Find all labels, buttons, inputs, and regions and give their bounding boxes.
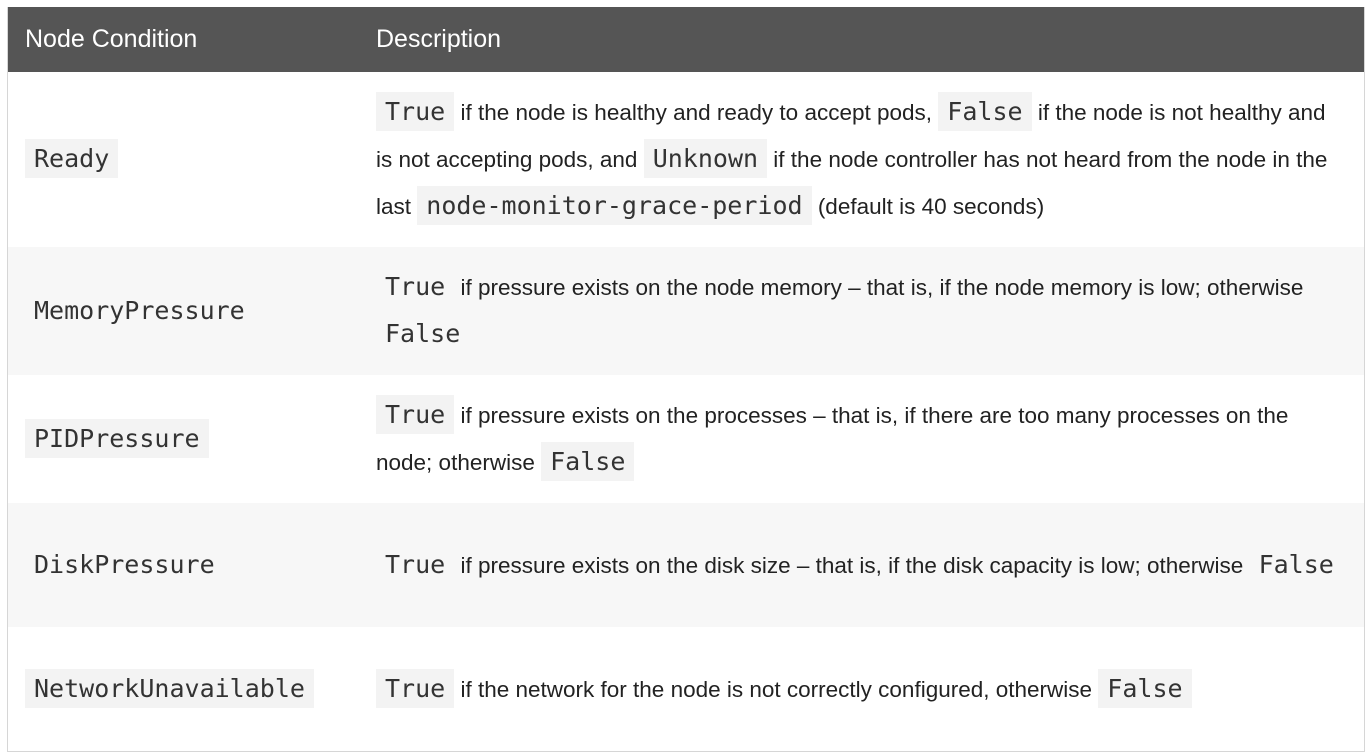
inline-code: False (541, 442, 634, 481)
description-cell (360, 247, 1364, 375)
inline-code: False (385, 319, 461, 348)
inline-code: True (376, 669, 454, 708)
condition-name: Ready (25, 139, 118, 178)
inline-code: node-monitor-grace-period (417, 186, 811, 225)
table-body (8, 72, 1364, 751)
description-cell (360, 375, 1364, 503)
node-conditions-table-wrapper (7, 7, 1365, 752)
condition-cell (8, 72, 360, 247)
condition-cell (8, 627, 360, 751)
condition-cell (8, 375, 360, 503)
condition-name: DiskPressure (34, 549, 215, 579)
description-text: if pressure exists on the processes – that is, if there are too many processes on the node; otherwise (376, 403, 1289, 475)
condition-name: NetworkUnavailable (25, 669, 314, 708)
description-text: (default is 40 seconds) (811, 194, 1045, 219)
inline-code: True (376, 395, 454, 434)
description-cell (360, 503, 1364, 627)
description-text: if the node is not healthy and is not accepting pods, and (376, 100, 1326, 172)
condition-cell (8, 247, 360, 375)
table-row (8, 375, 1364, 503)
header-node-condition: Node Condition (25, 25, 198, 53)
inline-code: True (376, 92, 454, 131)
description-cell (360, 627, 1364, 751)
condition-cell (8, 503, 360, 627)
inline-code: True (385, 549, 446, 579)
description-text: if the network for the node is not correctly configured, otherwise (454, 676, 1099, 702)
table-header-row (8, 7, 1364, 72)
description-text: if pressure exists on the disk size – that is, if the disk capacity is low; otherwise (454, 552, 1250, 578)
inline-code: True (385, 272, 446, 301)
inline-code: False (938, 92, 1031, 131)
description-text: if the node controller has not heard from the node in the last (376, 147, 1328, 219)
condition-name: MemoryPressure (34, 295, 245, 325)
inline-code: False (1098, 669, 1191, 708)
description-text: if pressure exists on the node memory – that is, if the node memory is low; otherwise (454, 275, 1304, 300)
table-row (8, 247, 1364, 375)
table-row (8, 503, 1364, 627)
header-description: Description (376, 25, 502, 53)
description-cell (360, 72, 1364, 247)
description-text: if the node is healthy and ready to accept pods, (454, 100, 939, 125)
condition-name: PIDPressure (25, 419, 209, 458)
inline-code: False (1258, 549, 1334, 579)
node-conditions-table (8, 7, 1364, 751)
inline-code: Unknown (644, 139, 767, 178)
table-row (8, 627, 1364, 751)
table-row (8, 72, 1364, 247)
